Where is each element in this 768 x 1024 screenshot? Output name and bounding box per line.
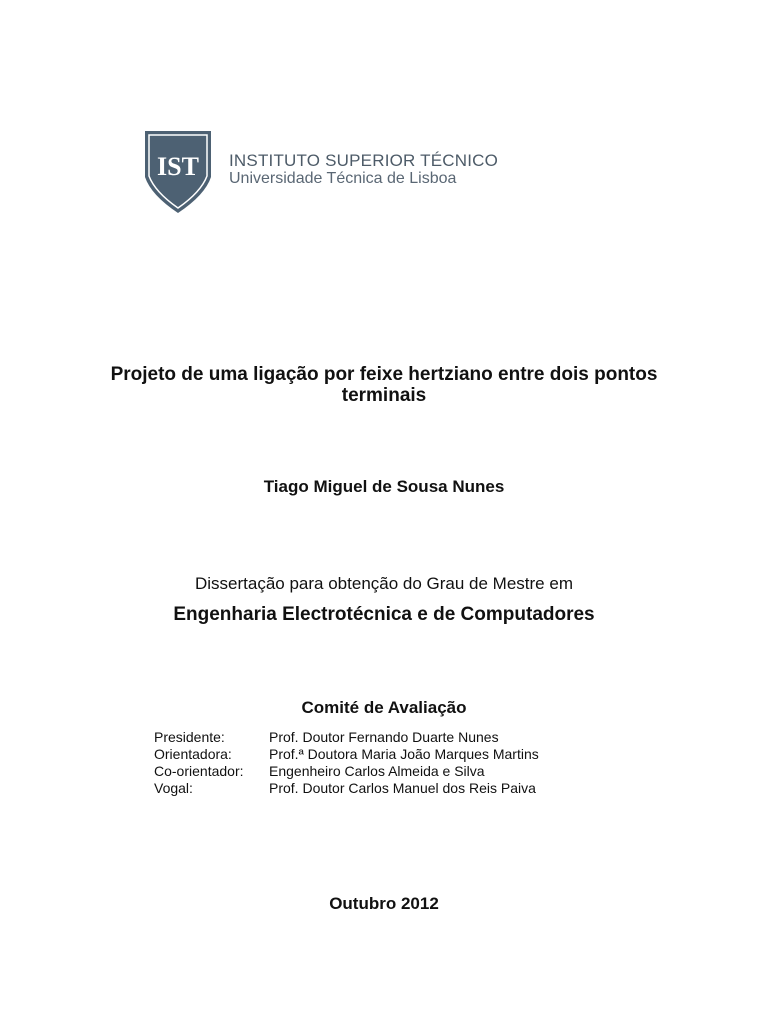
institution-name: INSTITUTO SUPERIOR TÉCNICO [229,151,499,170]
submission-date: Outubro 2012 [329,894,439,913]
committee-member-name: Prof. Doutor Carlos Manuel dos Reis Paiva [269,780,536,796]
committee-member-name: Prof. Doutor Fernando Duarte Nunes [269,729,499,745]
degree-course: Engenharia Electrotécnica e de Computadores [173,604,595,625]
institution-subtitle: Universidade Técnica de Lisboa [229,170,457,187]
author-name: Tiago Miguel de Sousa Nunes [263,477,505,496]
committee-title: Comité de Avaliação [301,698,467,717]
committee-role: Vogal: [154,780,193,796]
committee-member-name: Prof.ª Doutora Maria João Marques Martins [269,746,539,762]
logo-monogram: IST [157,152,199,181]
committee-role: Presidente: [154,729,225,745]
ist-shield-icon [145,131,211,213]
committee-member [154,780,539,797]
degree-line: Dissertação para obtenção do Grau de Mestre em [195,574,573,593]
committee-member-name: Engenheiro Carlos Almeida e Silva [269,763,485,779]
committee-role: Orientadora: [154,746,232,762]
committee-member [154,746,539,763]
committee-list [154,729,539,797]
committee-member [154,763,539,780]
institution-logo [145,131,499,213]
committee-member [154,729,539,746]
committee-role: Co-orientador: [154,763,244,779]
thesis-title: Projeto de uma ligação por feixe hertziano entre dois pontos terminais [110,364,658,406]
